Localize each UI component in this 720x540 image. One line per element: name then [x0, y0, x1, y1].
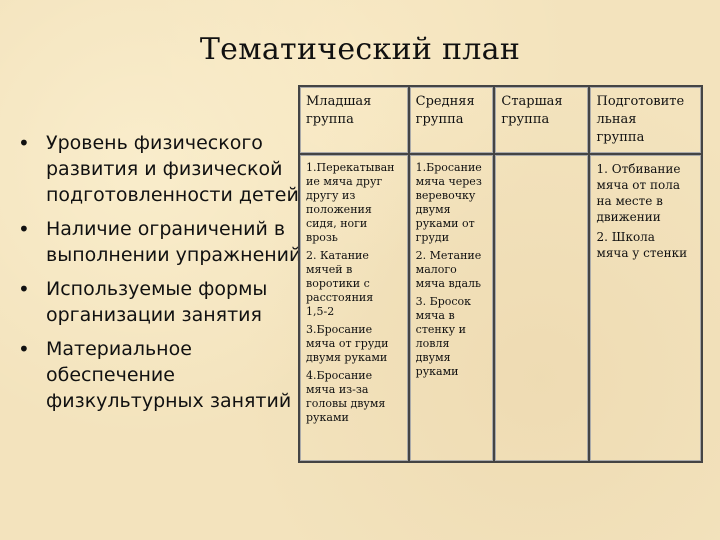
list-item: 3.Бросание мяча от груди двумя руками: [306, 323, 389, 364]
list-item: 2. Школа мяча у стенки: [596, 230, 688, 260]
list-item: 1.Перекатыван ие мяча друг другу из положения сидя, ноги врозь: [306, 161, 395, 244]
bullet-dot-icon: •: [18, 337, 30, 361]
header-preparatory-group: Подготовите льная группа: [589, 86, 702, 154]
table-header-row: [299, 86, 702, 154]
list-item: 1. Отбивание мяча от пола на месте в движении: [596, 162, 681, 224]
bullet-item: [18, 336, 318, 414]
cell-senior-group: [494, 154, 589, 462]
header-senior-group: Старшая группа: [494, 86, 589, 154]
bullet-item: [18, 276, 318, 328]
bullet-text: Наличие ограничений в выполнении упражнений: [46, 218, 302, 266]
bullet-dot-icon: •: [18, 131, 30, 155]
table-row: [299, 154, 702, 462]
slide-title: Тематический план: [199, 32, 521, 67]
bullet-list: [18, 130, 318, 422]
bullet-item: [18, 130, 318, 208]
cell-middle-group: [409, 154, 495, 462]
plan-table: [298, 85, 703, 463]
bullet-dot-icon: •: [18, 277, 30, 301]
list-item: 3. Бросок мяча в стенку и ловля двумя руками: [415, 295, 472, 378]
list-item: 4.Бросание мяча из-за головы двумя руками: [306, 369, 386, 424]
list-item: 2. Метание малого мяча вдаль: [415, 249, 482, 290]
bullet-text: Используемые формы организации занятия: [46, 278, 268, 326]
bullet-text: Материальное обеспечение физкультурных занятий: [46, 338, 292, 412]
header-junior-group: Младшая группа: [299, 86, 409, 154]
cell-preparatory-group: [589, 154, 702, 462]
bullet-text: Уровень физического развития и физической подготовленности детей: [46, 132, 299, 206]
bullet-item: [18, 216, 318, 268]
bullet-dot-icon: •: [18, 217, 30, 241]
list-item: 2. Катание мячей в воротики с расстояния 1,5-2: [306, 249, 374, 318]
cell-junior-group: [299, 154, 409, 462]
list-item: 1.Бросание мяча через веревочку двумя руками от груди: [415, 161, 482, 244]
header-middle-group: Средняя группа: [409, 86, 495, 154]
